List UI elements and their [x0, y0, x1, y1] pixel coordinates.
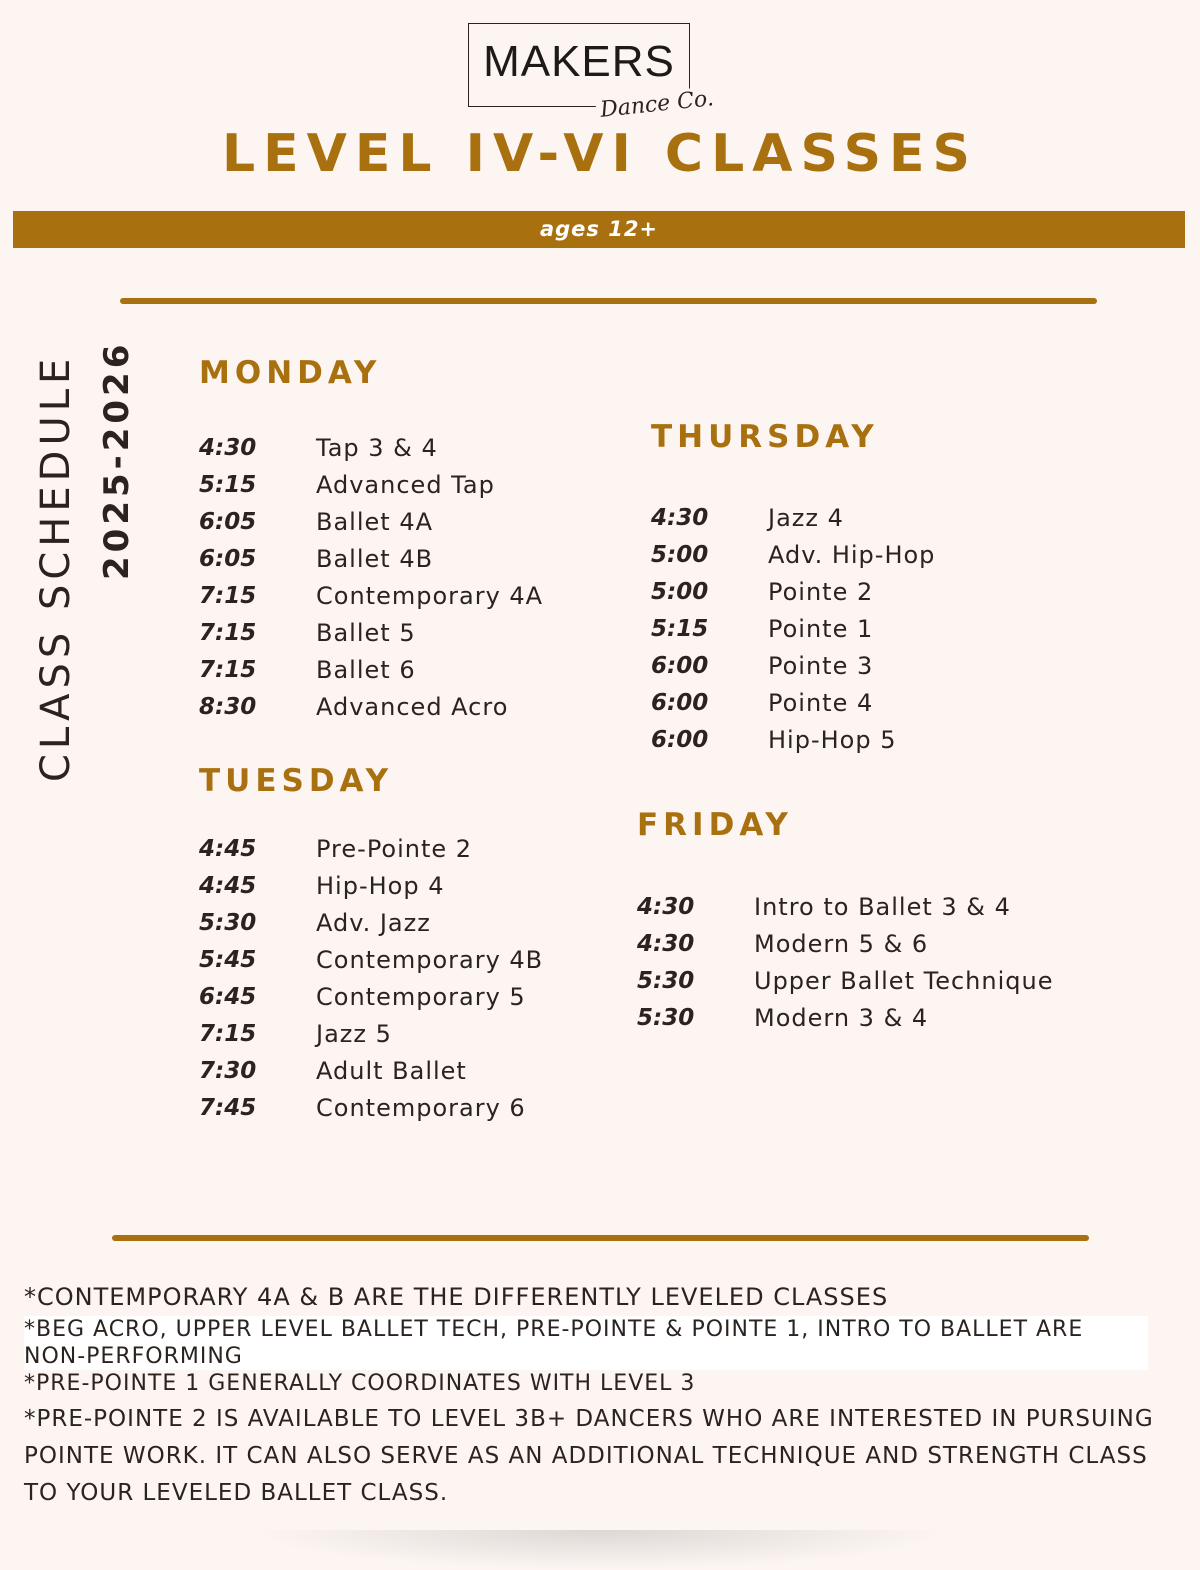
class-row — [199, 430, 438, 467]
class-time: 5:30 — [637, 1005, 695, 1031]
class-time: 7:15 — [199, 657, 257, 683]
class-time: 6:00 — [651, 727, 709, 753]
class-row — [199, 615, 416, 652]
class-row — [637, 889, 1011, 926]
class-time: 6:45 — [199, 984, 257, 1010]
class-name: Pointe 4 — [768, 689, 874, 717]
class-list — [637, 889, 1054, 1037]
class-name: Modern 5 & 6 — [754, 930, 929, 958]
logo-script: Dance Co. — [595, 86, 719, 124]
class-name: Ballet 4A — [316, 508, 433, 536]
class-time: 7:30 — [199, 1058, 257, 1084]
page-shadow — [250, 1530, 950, 1570]
class-list — [199, 831, 544, 1127]
note: *CONTEMPORARY 4A & B ARE THE DIFFERENTLY LEVELED CLASSES — [24, 1283, 889, 1311]
side-title: CLASS SCHEDULE — [33, 353, 79, 782]
class-row — [651, 574, 879, 611]
class-name: Hip-Hop 5 — [768, 726, 897, 754]
class-time: 6:05 — [199, 546, 257, 572]
day-heading: MONDAY — [199, 355, 382, 391]
class-name: Contemporary 4B — [316, 946, 544, 974]
class-row — [199, 942, 544, 979]
class-row — [199, 868, 445, 905]
class-row — [199, 1016, 393, 1053]
class-time: 4:30 — [637, 894, 695, 920]
class-time: 4:30 — [651, 505, 709, 531]
side-years: 2025-2026 — [97, 340, 137, 580]
class-row — [199, 652, 416, 689]
class-name: Hip-Hop 4 — [316, 872, 445, 900]
class-name: Contemporary 5 — [316, 983, 526, 1011]
class-time: 7:15 — [199, 620, 257, 646]
class-time: 7:15 — [199, 583, 257, 609]
class-time: 6:00 — [651, 653, 709, 679]
class-time: 6:05 — [199, 509, 257, 535]
class-row — [199, 979, 526, 1016]
class-row — [651, 500, 879, 537]
class-time: 5:15 — [651, 616, 709, 642]
tuesday-schedule — [199, 763, 544, 1127]
class-time: 4:30 — [637, 931, 695, 957]
class-name: Jazz 5 — [316, 1020, 392, 1048]
monday-schedule — [199, 355, 544, 726]
class-name: Pre-Pointe 2 — [316, 835, 473, 863]
class-row — [651, 611, 879, 648]
class-name: Jazz 4 — [768, 504, 844, 532]
class-row — [651, 722, 897, 759]
class-name: Modern 3 & 4 — [754, 1004, 929, 1032]
top-divider — [120, 298, 1097, 304]
class-name: Pointe 1 — [768, 615, 874, 643]
class-name: Ballet 4B — [316, 545, 434, 573]
class-time: 7:45 — [199, 1095, 257, 1121]
class-time: 7:15 — [199, 1021, 257, 1047]
class-row — [199, 1053, 467, 1090]
class-row — [651, 648, 879, 685]
class-time: 4:45 — [199, 836, 257, 862]
class-time: 8:30 — [199, 694, 257, 720]
class-time: 5:15 — [199, 472, 257, 498]
class-time: 4:30 — [199, 435, 257, 461]
class-time: 5:30 — [637, 968, 695, 994]
class-row — [199, 578, 544, 615]
note: *BEG ACRO, UPPER LEVEL BALLET TECH, PRE-POINTE & POINTE 1, INTRO TO BALLET ARE NON-PERFORMING — [24, 1316, 1148, 1370]
class-name: Contemporary 4A — [316, 582, 544, 610]
page-title: LEVEL IV-VI CLASSES — [221, 124, 979, 184]
thursday-schedule — [651, 419, 936, 759]
class-list — [199, 430, 544, 726]
class-row — [637, 926, 929, 963]
day-heading: TUESDAY — [199, 763, 394, 799]
class-name: Ballet 5 — [316, 619, 416, 647]
class-row — [199, 905, 431, 942]
class-name: Upper Ballet Technique — [754, 967, 1054, 995]
day-heading: FRIDAY — [637, 807, 793, 843]
class-row — [651, 685, 879, 722]
class-list — [651, 500, 936, 759]
class-name: Pointe 3 — [768, 652, 874, 680]
class-name: Pointe 2 — [768, 578, 874, 606]
class-time: 5:30 — [199, 910, 257, 936]
class-name: Adv. Hip-Hop — [768, 541, 936, 569]
class-name: Tap 3 & 4 — [316, 434, 438, 462]
class-row — [199, 467, 495, 504]
class-row — [199, 689, 509, 726]
class-time: 5:45 — [199, 947, 257, 973]
class-name: Contemporary 6 — [316, 1094, 526, 1122]
class-row — [199, 504, 433, 541]
class-time: 5:00 — [651, 542, 709, 568]
class-row — [199, 831, 473, 868]
notes — [24, 1280, 1184, 1512]
note: *PRE-POINTE 2 IS AVAILABLE TO LEVEL 3B+ DANCERS WHO ARE INTERESTED IN PURSUING POINTE WORK. IT CAN ALSO SERVE AS AN ADDITIONAL TECHNIQUE AND STRENGTH CLASS TO YOUR LEVELED BALLET CLASS. — [24, 1406, 1154, 1506]
class-name: Intro to Ballet 3 & 4 — [754, 893, 1011, 921]
class-time: 6:00 — [651, 690, 709, 716]
day-heading: THURSDAY — [651, 419, 879, 455]
ages-banner: ages 12+ — [13, 211, 1185, 248]
class-name: Adv. Jazz — [316, 909, 431, 937]
class-name: Advanced Acro — [316, 693, 509, 721]
friday-schedule — [637, 807, 1054, 1037]
class-row — [199, 541, 434, 578]
class-name: Adult Ballet — [316, 1057, 467, 1085]
class-row — [637, 963, 1054, 1000]
class-row — [199, 1090, 526, 1127]
class-name: Advanced Tap — [316, 471, 495, 499]
bottom-divider — [112, 1235, 1089, 1241]
class-time: 4:45 — [199, 873, 257, 899]
logo-wordmark: MAKERS — [483, 37, 675, 86]
note: *PRE-POINTE 1 GENERALLY COORDINATES WITH LEVEL 3 — [24, 1371, 696, 1396]
class-row — [637, 1000, 929, 1037]
class-name: Ballet 6 — [316, 656, 416, 684]
class-time: 5:00 — [651, 579, 709, 605]
class-row — [651, 537, 936, 574]
